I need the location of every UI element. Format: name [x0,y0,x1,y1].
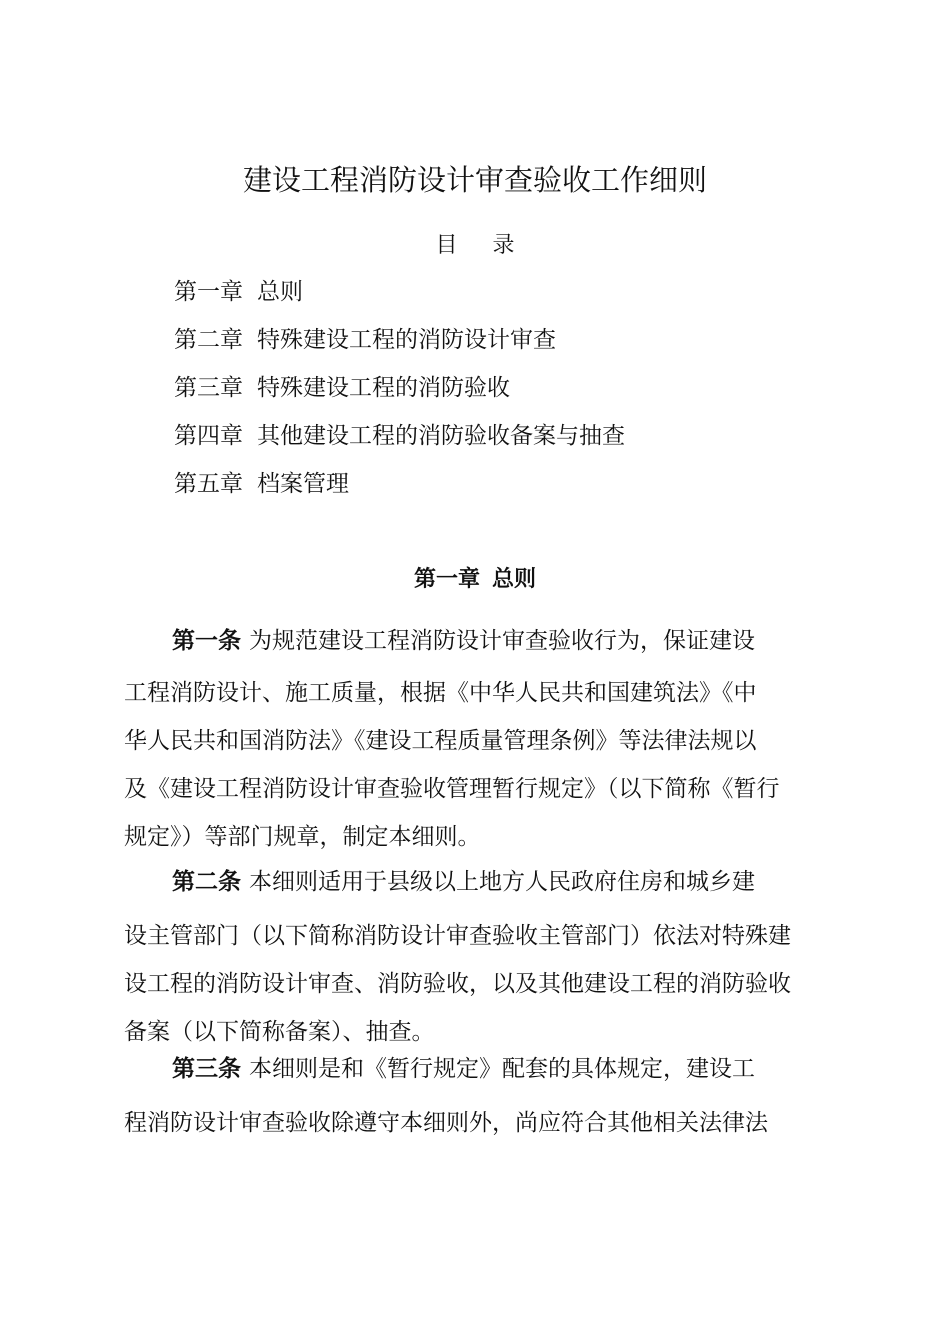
chapter-number: 第一章 [413,567,480,592]
article-line: 设主管部门（以下简称消防设计审查验收主管部门）依法对特殊建 [124,923,791,949]
article-line: 工程消防设计、施工质量，根据《中华人民共和国建筑法》《中 [124,680,757,706]
article-line: 设工程的消防设计审查、消防验收，以及其他建设工程的消防验收 [124,971,791,997]
article-line: 备案（以下简称备案）、抽查。 [124,1019,435,1045]
toc-chapter-number: 第四章 [174,423,243,449]
article-line: 规定》）等部门规章，制定本细则。 [124,824,481,850]
article-2 [124,865,840,1063]
article-1 [124,624,840,868]
article-label: 第一条 [172,628,241,654]
toc-chapter-title: 档案管理 [257,471,349,497]
toc-item[interactable] [174,372,625,420]
article-label: 第三条 [172,1056,241,1082]
article-line [124,865,840,913]
article-text: 本细则是和《暂行规定》配套的具体规定，建设工 [249,1056,755,1082]
article-line: 华人民共和国消防法》《建设工程质量管理条例》等法律法规以 [124,728,757,754]
toc-chapter-number: 第一章 [174,279,243,305]
toc-chapter-title: 特殊建设工程的消防验收 [257,375,510,401]
toc-item[interactable] [174,468,625,516]
toc-chapter-title: 特殊建设工程的消防设计审查 [257,327,556,353]
article-text: 本细则适用于县级以上地方人民政府住房和城乡建 [249,869,755,895]
document-title: 建设工程消防设计审查验收工作细则 [242,163,707,197]
article-line [124,1052,840,1100]
article-label: 第二条 [172,869,241,895]
toc-item[interactable] [174,324,625,372]
toc-item[interactable] [174,420,625,468]
toc-chapter-number: 第五章 [174,471,243,497]
article-3 [124,1052,840,1154]
article-line: 程消防设计审查验收除遵守本细则外，尚应符合其他相关法律法 [124,1110,768,1136]
chapter-heading [0,562,950,593]
article-text: 为规范建设工程消防设计审查验收行为，保证建设 [249,628,755,654]
toc-heading: 目 录 [435,233,529,258]
article-line [124,624,840,672]
toc-chapter-title: 其他建设工程的消防验收备案与抽查 [257,423,625,449]
toc-item[interactable] [174,276,625,324]
table-of-contents [174,276,625,516]
toc-chapter-number: 第三章 [174,375,243,401]
article-line: 及《建设工程消防设计审查验收管理暂行规定》（以下简称《暂行 [124,776,780,802]
toc-chapter-title: 总则 [257,279,303,305]
toc-chapter-number: 第二章 [174,327,243,353]
chapter-title: 总则 [492,567,537,592]
